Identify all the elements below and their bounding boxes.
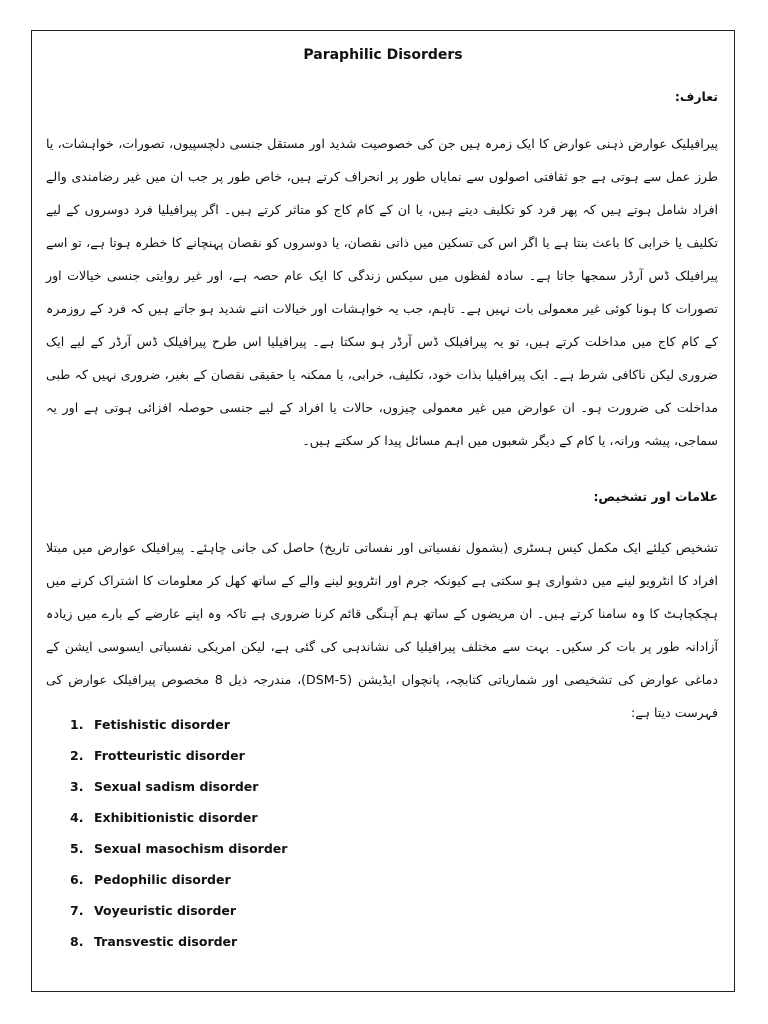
list-item xyxy=(70,841,287,872)
list-item-number: 2. xyxy=(70,748,84,763)
list-item-label: Frotteuristic disorder xyxy=(94,748,245,763)
list-item xyxy=(70,903,287,934)
list-item xyxy=(70,779,287,810)
disorder-list xyxy=(70,717,287,965)
list-item-label: Fetishistic disorder xyxy=(94,717,230,732)
list-item-number: 7. xyxy=(70,903,84,918)
list-item xyxy=(70,872,287,903)
list-item-number: 3. xyxy=(70,779,84,794)
intro-paragraph: پیرافیلیک عوارض ذہنی عوارض کا ایک زمرہ ہیں جن کی خصوصیت شدید اور مستقل جنسی دلچسپیوں، تصورات، خواہشات، یا طرز عمل سے ہوتی ہے جو ثقافتی اصولوں سے نمایاں طور پر انحراف کرتے ہیں، خاص طور پر جب ان میں غیر رضامندی والے افراد شامل ہوتے ہیں کہ پھر فرد کو تکلیف دیتے ہیں، یا ان کے کام کاج کو متاثر کرتے ہیں۔ اگر پیرافیلیا فرد دوسروں کے لیے تکلیف یا خرابی کا باعث بنتا ہے یا اگر اس کی تسکین میں ذاتی نقصان، یا دوسروں کو نقصان پہنچانے کا خطرہ ہوتا ہے، تو اسے پیرافیلک ڈس آرڈر سمجھا جاتا ہے۔ سادہ لفظوں میں سیکس زندگی کا ایک عام حصہ ہے، اور غیر روایتی جنسی خیالات اور تصورات کا ہونا کوئی غیر معمولی بات نہیں ہے۔ تاہم، جب یہ خواہشات اور خیالات اتنے شدید ہو جاتے ہیں کہ فرد کے روزمرہ کے کام کاج میں مداخلت کرتے ہیں، تو یہ پیرافیلک ڈس آرڈر ہو سکتا ہے۔ پیرافیلیا اس طرح پیرافیلک ڈس آرڈر کے لیے ایک ضروری لیکن ناکافی شرط ہے۔ ایک پیرافیلیا بذات خود، تکلیف، خرابی، یا ممکنہ یا حقیقی نقصان کے بغیر، ضروری نہیں کہ طبی مداخلت کی ضرورت ہو۔ ان عوارض میں غیر معمولی چیزوں، حالات یا افراد کے لیے جنسی حوصلہ افزائی ہوتی ہے اور یہ سماجی، پیشہ ورانہ، یا کام کے دیگر شعبوں میں اہم مسائل پیدا کر سکتے ہیں۔ xyxy=(46,136,718,448)
list-item xyxy=(70,810,287,841)
intro-heading: تعارف: xyxy=(674,89,718,104)
diagnosis-heading: علامات اور تشخیص: xyxy=(593,489,718,504)
list-item-number: 8. xyxy=(70,934,84,949)
list-item xyxy=(70,934,287,965)
document-page xyxy=(31,30,735,992)
list-item xyxy=(70,717,287,748)
list-item-label: Sexual sadism disorder xyxy=(94,779,259,794)
list-item-number: 4. xyxy=(70,810,84,825)
list-item-label: Sexual masochism disorder xyxy=(94,841,288,856)
list-item xyxy=(70,748,287,779)
list-item-number: 5. xyxy=(70,841,84,856)
list-item-label: Voyeuristic disorder xyxy=(94,903,237,918)
list-item-number: 6. xyxy=(70,872,84,887)
list-item-label: Exhibitionistic disorder xyxy=(94,810,258,825)
list-item-label: Transvestic disorder xyxy=(94,934,238,949)
list-item-number: 1. xyxy=(70,717,84,732)
list-item-label: Pedophilic disorder xyxy=(94,872,231,887)
document-title: Paraphilic Disorders xyxy=(303,47,463,63)
diagnosis-paragraph: تشخیص کیلئے ایک مکمل کیس ہسٹری (بشمول نفسیاتی اور نفساتی تاریخ) حاصل کی جانی چاہئے۔ پیرافیلک عوارض میں مبتلا افراد کا انٹرویو لینے میں دشواری ہو سکتی ہے کیونکہ جرم اور انٹرویو لینے والے کے ساتھ کھل کر معلومات کا اشتراک کرنے میں ہچکچاہٹ کا وہ سامنا کرتے ہیں۔ ان مریضوں کے ساتھ ہم آہنگی قائم کرنا ضروری ہے تاکہ وہ اپنے عارضے کے بارے میں زیادہ آزادانہ طور پر بات کر سکیں۔ بہت سے مختلف پیرافیلیا کی نشاندہی کی گئی ہے، لیکن امریکی نفسیاتی ایسوسی ایشن کے دماغی عوارض کی تشخیصی اور شماریاتی کتابچہ، پانچواں ایڈیشن (DSM-5)، مندرجہ ذیل 8 مخصوص پیرافیلک عوارض کی فہرست دیتا ہے: xyxy=(46,540,719,720)
